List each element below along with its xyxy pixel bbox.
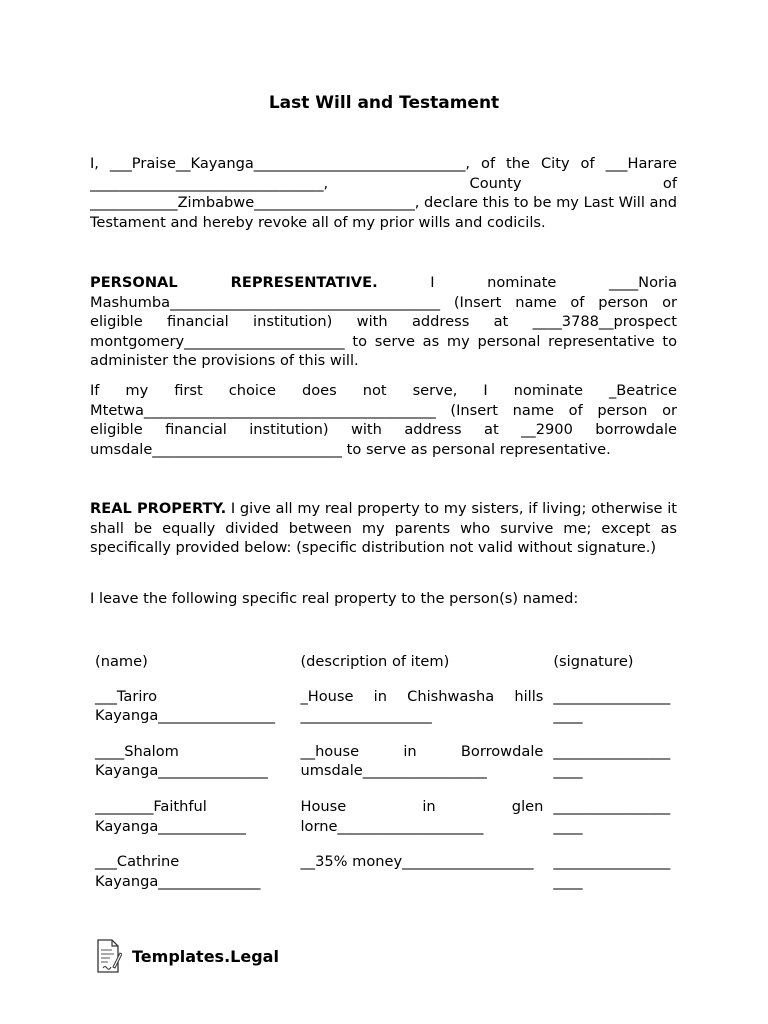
document-pen-icon — [94, 938, 122, 974]
intro-paragraph: I, ___Praise__Kayanga_____________________________, of the City of ___Harare ________________________________, County of ____________Zimbabwe______________________, declare this to be my Last Will and Testament and hereby revoke all of my prior wills and codicils. — [90, 155, 677, 231]
signature-line: ________________ ____ — [553, 687, 671, 725]
item-description: __house in Borrowdale umsdale_________________ — [300, 742, 544, 780]
personal-representative-heading: PERSONAL REPRESENTATIVE. — [90, 274, 378, 291]
beneficiary-name: ________Faithful Kayanga____________ — [95, 797, 246, 835]
brand-name: Templates.Legal — [132, 946, 279, 966]
table-row — [90, 687, 678, 742]
description-column-header: (description of item) — [300, 653, 450, 670]
table-header-row — [90, 652, 678, 687]
name-column-header: (name) — [95, 653, 148, 670]
table-row — [90, 852, 678, 907]
signature-column-header: (signature) — [553, 653, 634, 670]
footer-logo — [94, 938, 279, 974]
signature-line: ________________ ____ — [553, 797, 671, 835]
real-property-heading: REAL PROPERTY. — [90, 500, 227, 517]
personal-representative-paragraph — [90, 273, 677, 371]
table-row — [90, 742, 678, 797]
real-property-paragraph — [90, 499, 677, 558]
beneficiary-name: ___Cathrine Kayanga______________ — [95, 853, 261, 890]
real-property-text: I give all my real property to my sisters, if living; otherwise it shall be equally divided between my parents who survive me; except as specifically provided below: (specific distribution not valid without signature.) — [90, 500, 678, 557]
item-description: _House in Chishwasha hills __________________ — [300, 687, 544, 725]
property-table — [90, 652, 678, 907]
signature-line: ________________ ____ — [553, 853, 671, 890]
item-description: House in glen lorne____________________ — [300, 797, 544, 835]
table-row — [90, 797, 678, 852]
personal-representative-text: I nominate ____Noria Mashumba_____________________________________ (Insert name of person or eligible financial institution) with address at ____3788__prospect montgomery______________________ to serve as my personal representative to administer the provisions of this will. — [90, 274, 678, 370]
beneficiary-name: ____Shalom Kayanga_______________ — [95, 742, 268, 780]
item-description: __35% money__________________ — [300, 853, 534, 871]
alternate-representative-paragraph: If my first choice does not serve, I nominate _Beatrice Mtetwa________________________________________ (Insert name of person or eligible financial institution) with address at __2900 borrowdale umsdale__________________________ to serve as personal representative. — [90, 382, 677, 458]
beneficiary-name: ___Tariro Kayanga________________ — [95, 687, 276, 725]
specific-property-paragraph: I leave the following specific real property to the person(s) named: — [90, 590, 579, 607]
signature-line: ________________ ____ — [553, 742, 671, 780]
document-title: Last Will and Testament — [268, 93, 500, 113]
